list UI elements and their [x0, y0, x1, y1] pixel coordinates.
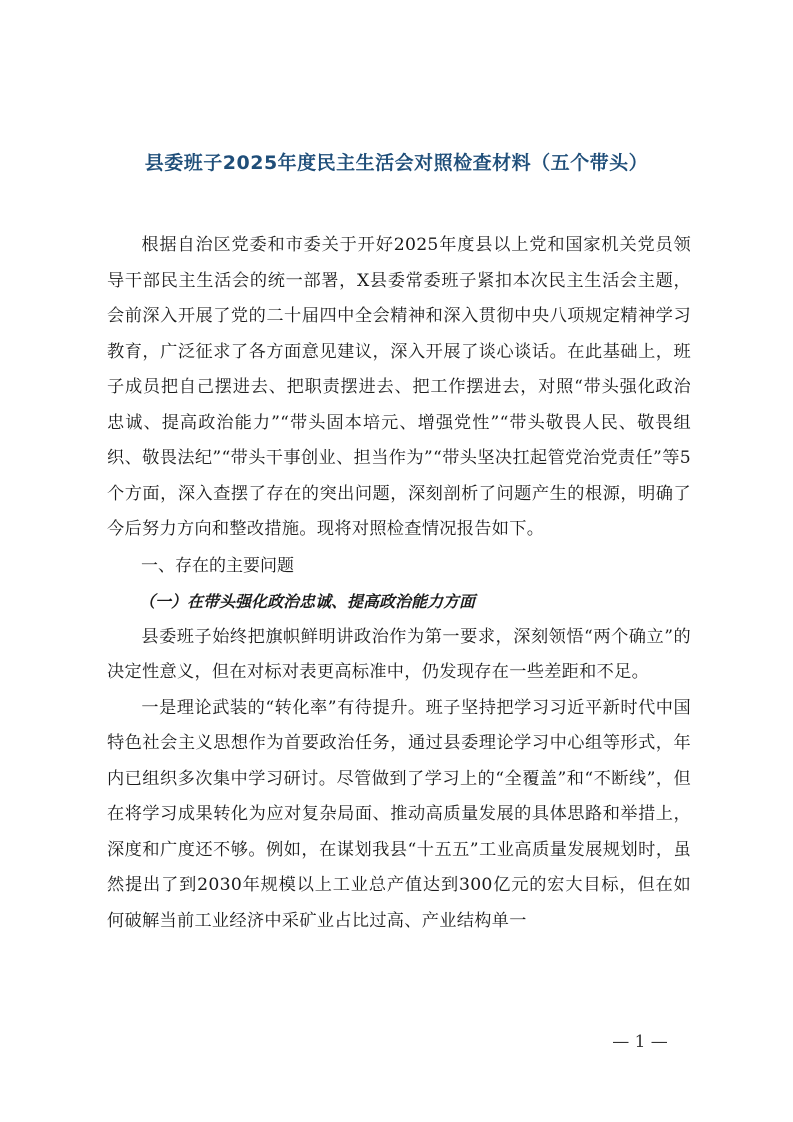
paragraph: 县委班子始终把旗帜鲜明讲政治作为第一要求，深刻领悟“两个确立”的决定性意义，但在对标对表更高标准中，仍发现存在一些差距和不足。: [107, 626, 691, 682]
subsection-heading: （一）在带头强化政治忠诚、提高政治能力方面: [139, 591, 476, 611]
document-body: [107, 228, 691, 939]
intro-paragraph: 根据自治区党委和市委关于开好2025年度县以上党和国家机关党员领导干部民主生活会的统一部署，X县委常委班子紧扣本次民主生活会主题，会前深入开展了党的二十届四中全会精神和深入贯彻中央八项规定精神学习教育，广泛征求了各方面意见建议，深入开展了谈心谈话。在此基础上，班子成员把自己摆进去、把职责摆进去、把工作摆进去，对照“带头强化政治忠诚、提高政治能力”“带头固本培元、增强党性”“带头敬畏人民、敬畏组织、敬畏法纪”“带头干事创业、担当作为”“带头坚决扛起管党治党责任”等5个方面，深入查摆了存在的突出问题，深刻剖析了问题产生的根源，明确了今后努力方向和整改措施。现将对照检查情况报告如下。: [107, 235, 691, 539]
section-heading: 一、存在的主要问题: [141, 555, 294, 576]
paragraph: 一是理论武装的“转化率”有待提升。班子坚持把学习习近平新时代中国特色社会主义思想作为首要政治任务，通过县委理论学习中心组等形式，年内已组织多次集中学习研讨。尽管做到了学习上的“全覆盖”和“不断线”，但在将学习成果转化为应对复杂局面、推动高质量发展的具体思路和举措上，深度和广度还不够。例如，在谋划我县“十五五”工业高质量发展规划时，虽然提出了到2030年规模以上工业总产值达到300亿元的宏大目标，但在如何破解当前工业经济中采矿业占比过高、产业结构单一: [107, 697, 691, 931]
page-number: — 1 —: [612, 1032, 668, 1052]
document-title: 县委班子2025年度民主生活会对照检查材料（五个带头）: [144, 152, 649, 174]
